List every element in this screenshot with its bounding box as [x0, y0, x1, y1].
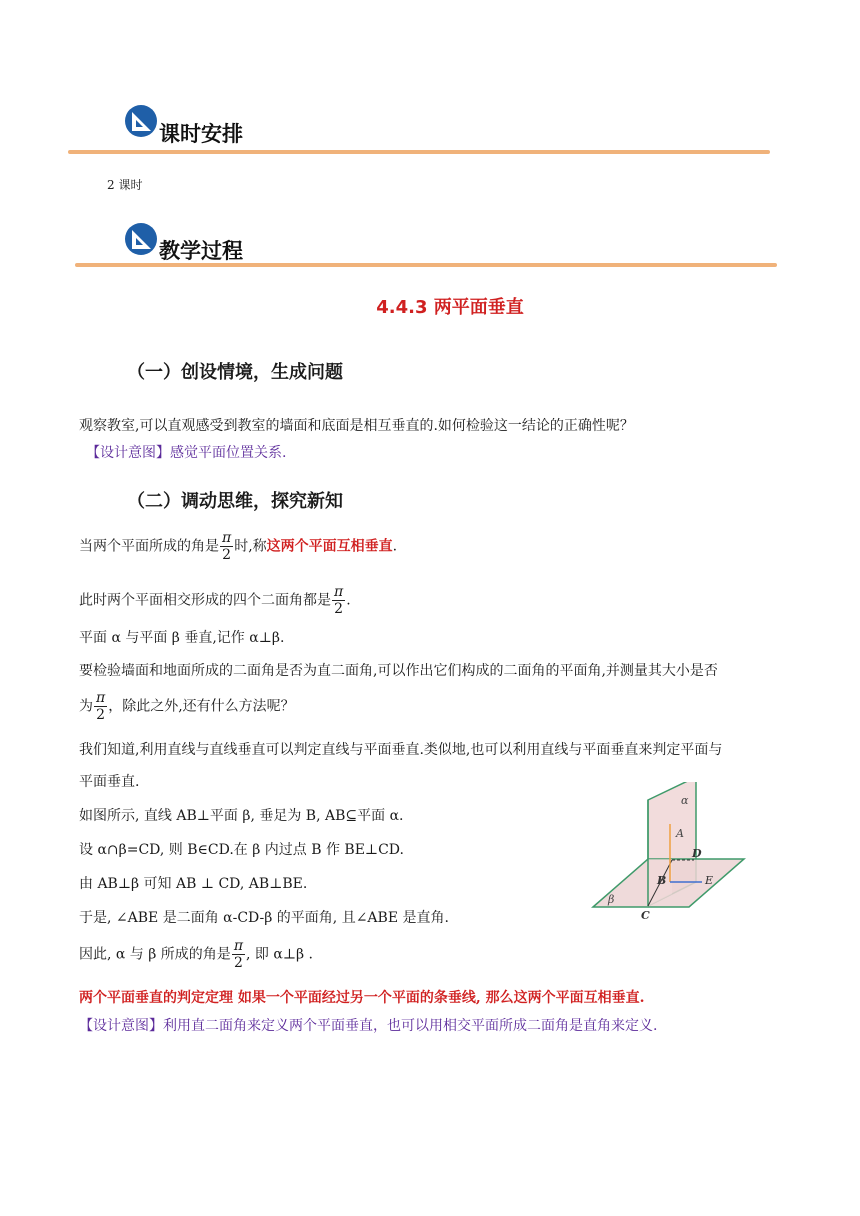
part1-design-intent: 【设计意图】感觉平面位置关系.	[86, 445, 287, 461]
fraction-pi-over-2	[332, 584, 345, 617]
part1-heading: （一）创设情境，生成问题	[127, 362, 343, 383]
proof-line: 设 α∩β=CD, 则 B∈CD.在 β 内过点 B 作 BE⊥CD.	[79, 842, 404, 858]
fraction-numerator: π	[222, 530, 232, 546]
section-divider	[75, 263, 777, 267]
proof-line: 由 AB⊥β 可知 AB ⊥ CD, AB⊥BE.	[79, 876, 308, 892]
proof-line: 如图所示, 直线 AB⊥平面 β, 垂足为 B, AB⊆平面 α.	[79, 808, 404, 824]
label-a: A	[676, 827, 684, 840]
part2-design-intent: 【设计意图】利用直二面角来定义两个平面垂直，也可以用相交平面所成二面角是直角来定义.	[79, 1018, 658, 1034]
text: ，除此之外,还有什么方法呢？	[108, 698, 295, 715]
fraction-denominator: 2	[334, 601, 344, 617]
paragraph-line: 我们知道,利用直线与直线垂直可以判定直线与平面垂直.类似地,也可以利用直线与平面垂直来判定平面与	[79, 742, 723, 758]
fraction-pi-over-2	[94, 690, 107, 723]
label-d: D	[692, 847, 702, 860]
fraction-denominator: 2	[96, 707, 106, 723]
fraction-denominator: 2	[233, 955, 243, 971]
part1-paragraph: 观察教室,可以直观感受到教室的墙面和底面是相互垂直的.如何检验这一结论的正确性呢？	[79, 418, 634, 434]
fraction-numerator: π	[233, 938, 244, 954]
text: 时,称	[234, 538, 267, 555]
label-e: E	[705, 874, 714, 887]
text: .	[392, 538, 398, 555]
text: , 即 α⊥β .	[246, 946, 313, 963]
paragraph-line: 平面垂直.	[79, 774, 140, 790]
part2-heading: （二）调动思维，探究新知	[127, 491, 343, 512]
section-title-schedule: 课时安排	[159, 122, 243, 146]
fraction-numerator: π	[334, 584, 344, 600]
lesson-title: 4.4.3 两平面垂直	[376, 297, 524, 318]
dihedral-line	[79, 584, 351, 617]
notation-line: 平面 α 与平面 β 垂直,记作 α⊥β.	[79, 630, 285, 646]
fraction-pi-over-2	[232, 938, 245, 971]
schedule-note: 2 课时	[107, 178, 143, 192]
text: 此时两个平面相交形成的四个二面角都是	[79, 592, 331, 609]
theorem-statement: 两个平面垂直的判定定理 如果一个平面经过另一个平面的条垂线, 那么这两个平面互相垂直.	[79, 990, 645, 1006]
set-square-icon	[124, 222, 158, 256]
label-alpha: α	[681, 794, 689, 807]
text: 为	[79, 698, 93, 715]
label-beta: β	[608, 893, 615, 906]
definition-line	[79, 530, 397, 563]
perpendicular-planes-figure	[590, 782, 750, 922]
text: 因此, α 与 β 所成的角是	[79, 946, 231, 963]
fraction-numerator: π	[96, 690, 106, 706]
text: 当两个平面所成的角是	[79, 538, 219, 555]
label-c: C	[641, 909, 650, 922]
definition-highlight: 这两个平面互相垂直	[266, 538, 393, 555]
proof-line: 于是, ∠ABE 是二面角 α-CD-β 的平面角, 且∠ABE 是直角.	[79, 910, 449, 926]
section-divider	[68, 150, 770, 154]
fraction-denominator: 2	[222, 547, 232, 563]
set-square-icon	[124, 104, 158, 138]
text: .	[346, 592, 351, 609]
paragraph-line: 要检验墙面和地面所成的二面角是否为直二面角,可以作出它们构成的二面角的平面角,并测量其大小是否	[79, 663, 718, 679]
paragraph-line	[79, 690, 295, 723]
fraction-pi-over-2	[220, 530, 233, 563]
label-b: B	[657, 874, 667, 887]
conclusion-line	[79, 938, 313, 971]
section-title-process: 教学过程	[159, 239, 243, 263]
